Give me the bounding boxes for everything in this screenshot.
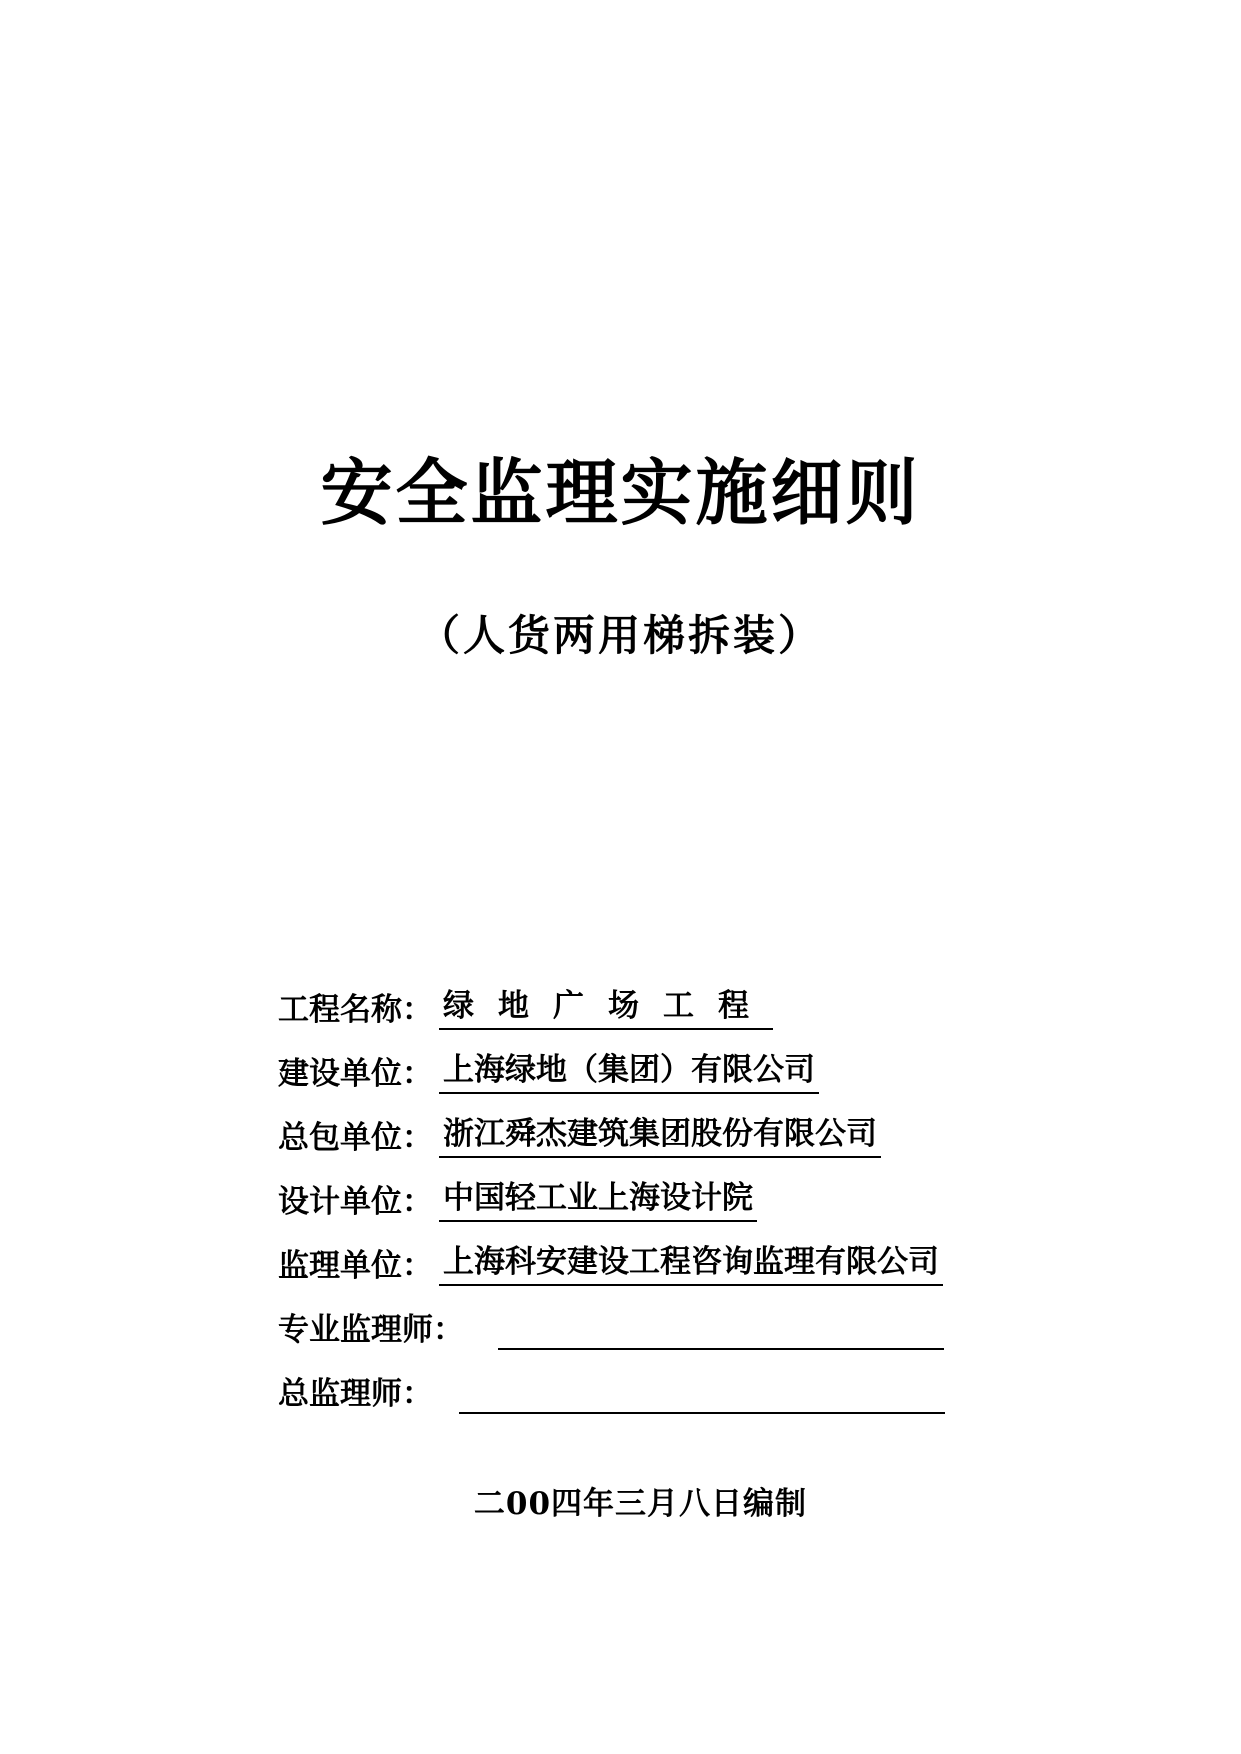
compile-date [0, 1484, 1241, 1524]
field-label: 专业监理师： [278, 1312, 464, 1348]
field-label: 设计单位： [278, 1184, 433, 1220]
field-value: 上海科安建设工程咨询监理有限公司 [439, 1242, 943, 1286]
document-title: 安全监理实施细则 [320, 450, 921, 535]
document-subtitle: （人货两用梯拆装） [417, 611, 823, 660]
field-value: 绿地广场工程 [439, 986, 773, 1030]
field-general-contractor [278, 1094, 1038, 1158]
compile-date-text: 二00四年三月八日编制 [473, 1486, 808, 1522]
field-label: 监理单位： [278, 1248, 433, 1284]
field-project-name [278, 966, 1038, 1030]
field-design-unit [278, 1158, 1038, 1222]
field-chief-supervisor [278, 1350, 1038, 1414]
field-value: 中国轻工业上海设计院 [439, 1178, 757, 1222]
field-label: 建设单位： [278, 1056, 433, 1092]
field-label: 工程名称： [278, 992, 433, 1028]
field-supervision-unit [278, 1222, 1038, 1286]
field-value: 浙江舜杰建筑集团股份有限公司 [439, 1114, 881, 1158]
signature-line [459, 1372, 945, 1414]
field-label: 总监理师： [278, 1376, 433, 1412]
field-label: 总包单位： [278, 1120, 433, 1156]
field-owner [278, 1030, 1038, 1094]
field-value: 上海绿地（集团）有限公司 [439, 1050, 819, 1094]
project-info [278, 966, 1038, 1414]
signature-line [498, 1308, 944, 1350]
field-specialist-supervisor [278, 1286, 1038, 1350]
